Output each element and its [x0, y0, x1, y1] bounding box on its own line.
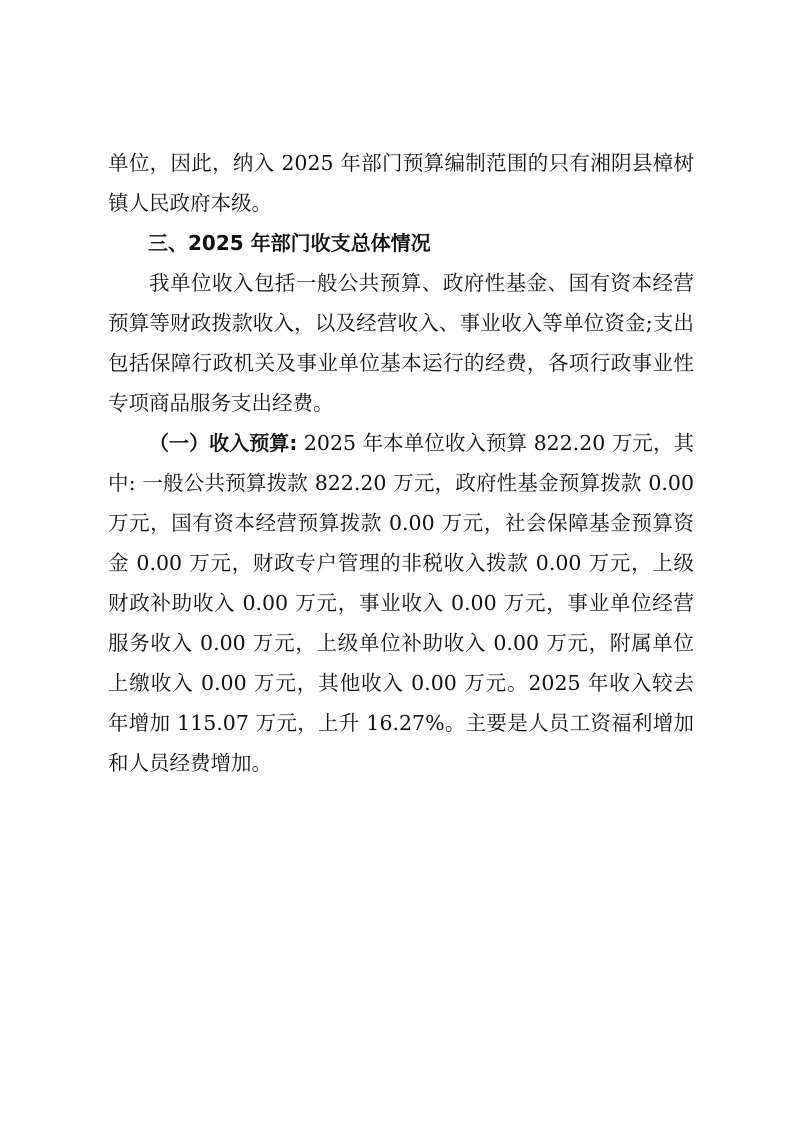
income-text: 2025 年本单位收入预算 822.20 万元，其中: 一般公共预算拨款 822.20 万元，政府性基金预算拨款 0.00 万元，国有资本经营预算拨款 0.00 万元，社会保障基金预算资金 0.00 万元，财政专户管理的非税收入拨款 0.00 万元，上级财政补助收入 0.00 万元，事业收入 0.00 万元，事业单位经营服务收入 0.00 万元，上级单位补助收入 0.00 万元，附属单位上缴收入 0.00 万元，其他收入 0.00 万元。2025 年收入较去年增加 115.07 万元，上升 16.27%。主要是人员工资福利增加和人员经费增加。 — [108, 431, 694, 775]
income-paragraph — [108, 423, 694, 783]
overview-paragraph: 我单位收入包括一般公共预算、政府性基金、国有资本经营预算等财政拨款收入，以及经营收入、事业收入等单位资金;支出包括保障行政机关及事业单位基本运行的经费，各项行政事业性专项商品服务支出经费。 — [108, 271, 694, 415]
income-label: （一）收入预算: — [149, 431, 298, 455]
section-heading: 三、2025 年部门收支总体情况 — [148, 231, 431, 255]
document-body — [108, 143, 694, 783]
intro-paragraph: 单位，因此，纳入 2025 年部门预算编制范围的只有湘阴县樟树镇人民政府本级。 — [108, 151, 694, 215]
